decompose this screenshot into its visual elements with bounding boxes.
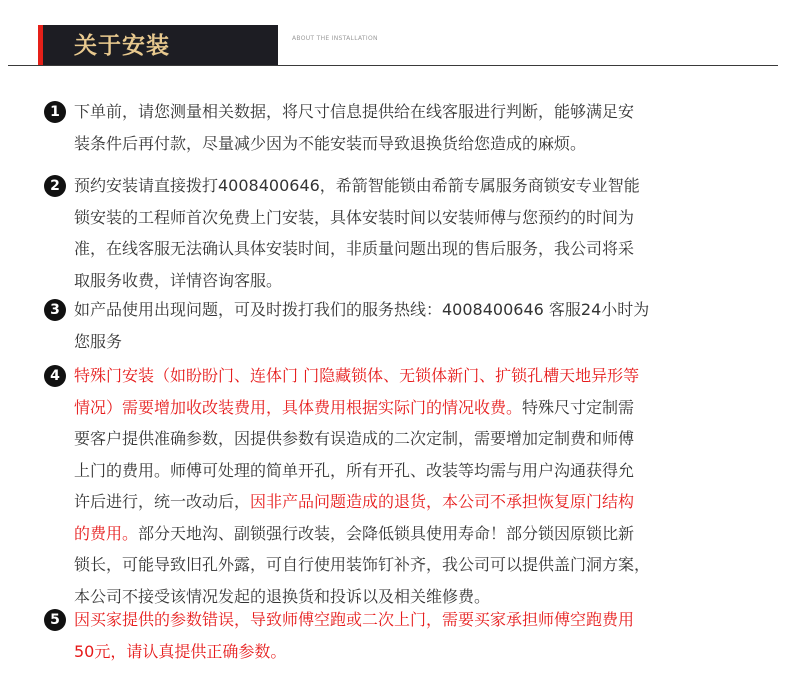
note-line [74,549,754,581]
body-text: 锁长，可能导致旧孔外露，可自行使用装饰钉补齐，我公司可以提供盖门洞方案， [74,555,651,574]
note-text [74,96,754,159]
highlighted-text: 因买家提供的参数错误，导致师傅空跑或二次上门，需要买家承担师傅空跑费用 [74,610,635,629]
number-circle-icon: 1 [44,101,66,123]
note-line [74,170,754,202]
note-line [74,636,754,668]
body-text: 下单前，请您测量相关数据，将尺寸信息提供给在线客服进行判断，能够满足安 [74,102,635,121]
body-text: 部分天地沟、副锁强行改装，会降低锁具使用寿命！部分锁因原锁比新 [138,523,635,543]
note-text [74,360,754,612]
number-circle-icon: 4 [44,365,66,387]
body-text: 要客户提供准确参数，因提供参数有误造成的二次定制，需要增加定制费和师傅 [74,429,635,448]
note-line [74,360,754,392]
note-line [74,423,754,455]
highlighted-text: 情况）需要增加收改装费用，具体费用根据实际门的情况收费。 [74,397,523,417]
page-title: 关于安装 [74,33,170,59]
note-line [74,96,754,128]
number-circle-icon: 2 [44,175,66,197]
note-line [74,604,754,636]
note-line [74,326,754,358]
body-text: 取服务收费，详情咨询客服。 [74,270,283,290]
page-subtitle: ABOUT THE INSTALLATION [292,35,378,42]
note-line [74,455,754,487]
body-text: 本公司不接受该情况发起的退换货和投诉以及相关维修费。 [74,586,491,606]
number-circle-icon: 5 [44,609,66,631]
body-text: 锁安装的工程师首次免费上门安装，具体安装时间以安装师傅与您预约的时间为 [74,207,635,227]
header-divider [8,65,778,66]
highlighted-text: 50元，请认真提供正确参数。 [74,641,287,661]
note-line [74,392,754,424]
body-text: 许后进行，统一改动后， [74,492,251,511]
note-text [74,604,754,667]
note-line [74,294,754,326]
note-line [74,265,754,297]
note-line [74,202,754,234]
body-text: 准，在线客服无法确认具体安装时间，非质量问题出现的售后服务，我公司将采 [74,239,635,258]
note-line [74,518,754,550]
body-text: 您服务 [74,331,123,351]
body-text: 装条件后再付款，尽量减少因为不能安装而导致退换货给您造成的麻烦。 [74,133,587,153]
number-circle-icon: 3 [44,299,66,321]
note-text [74,170,754,296]
note-line [74,128,754,160]
note-line [74,486,754,518]
highlighted-text: 因非产品问题造成的退货，本公司不承担恢复原门结构 [250,492,635,511]
highlighted-text: 的费用。 [74,523,139,543]
note-line [74,233,754,265]
body-text: 如产品使用出现问题，可及时拨打我们的服务热线：4008400646 客服24小时为 [74,300,650,319]
body-text: 特殊尺寸定制需 [522,397,635,417]
body-text: 上门的费用。师傅可处理的简单开孔，所有开孔、改装等均需与用户沟通获得允 [74,460,635,480]
section-header [0,0,790,70]
highlighted-text: 特殊门安装（如盼盼门、连体门 门隐藏锁体、无锁体新门、扩锁孔槽天地异形等 [74,366,640,385]
body-text: 预约安装请直接拨打4008400646，希箭智能锁由希箭专属服务商锁安专业智能 [74,176,640,195]
note-text [74,294,754,357]
